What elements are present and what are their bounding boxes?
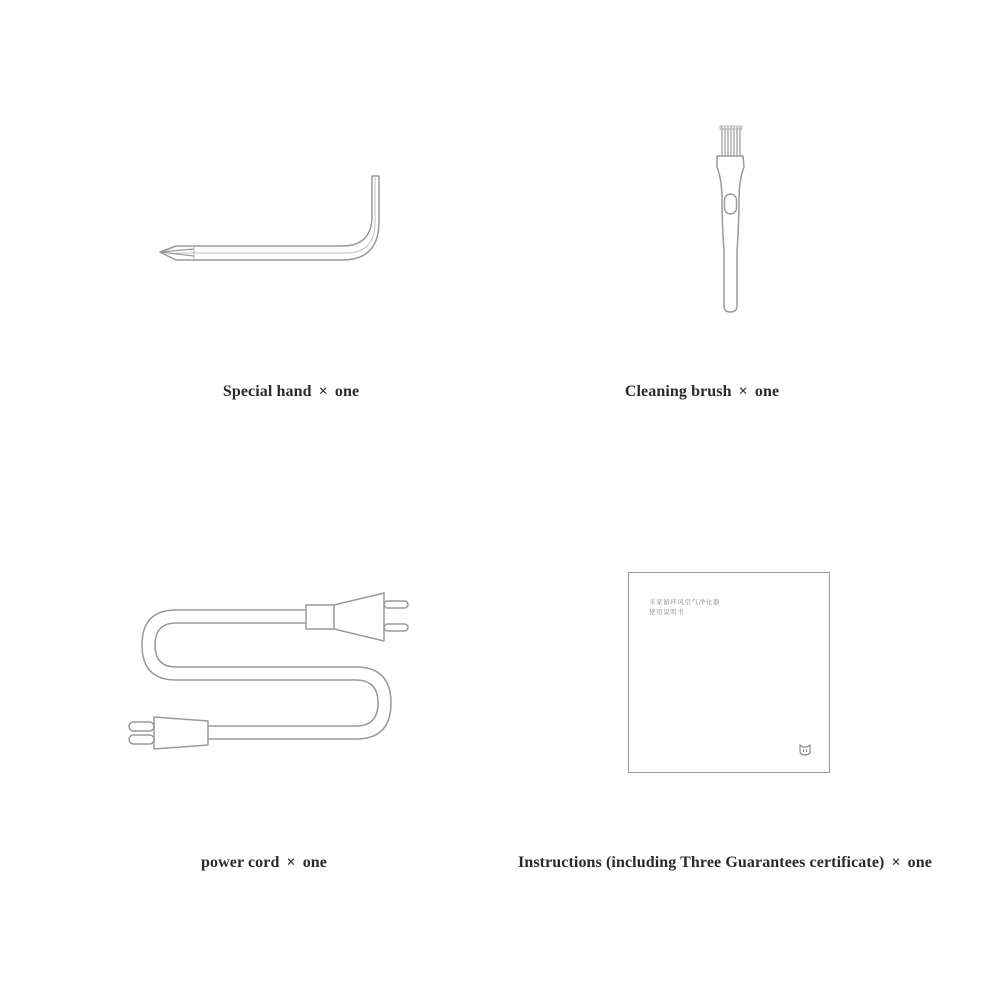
l-shaped-hex-key-icon bbox=[150, 170, 390, 270]
caption-instructions bbox=[518, 854, 932, 872]
instruction-manual-icon bbox=[628, 572, 830, 773]
caption-cleaning-brush bbox=[625, 383, 779, 401]
item-name: power cord bbox=[201, 854, 280, 871]
times-sign: × bbox=[318, 383, 328, 400]
times-sign: × bbox=[738, 383, 748, 400]
mijia-logo-icon bbox=[798, 743, 812, 756]
caption-power-cord bbox=[201, 854, 327, 872]
item-quantity: one bbox=[754, 383, 780, 400]
item-quantity: one bbox=[302, 854, 327, 871]
item-name: Instructions (including Three Guarantees certificate) bbox=[518, 854, 885, 871]
times-sign: × bbox=[891, 854, 901, 871]
item-name: Cleaning brush bbox=[624, 383, 732, 400]
item-name: Special hand bbox=[222, 383, 312, 400]
caption-special-hand bbox=[223, 383, 359, 401]
item-quantity: one bbox=[334, 383, 360, 400]
manual-subtitle-line: 使用说明书 bbox=[649, 608, 685, 616]
manual-title-line: 米家循环风空气净化器 bbox=[649, 598, 720, 606]
item-quantity: one bbox=[907, 854, 932, 871]
times-sign: × bbox=[286, 854, 296, 871]
power-cord-icon bbox=[120, 585, 420, 760]
cleaning-brush-icon bbox=[700, 122, 760, 322]
